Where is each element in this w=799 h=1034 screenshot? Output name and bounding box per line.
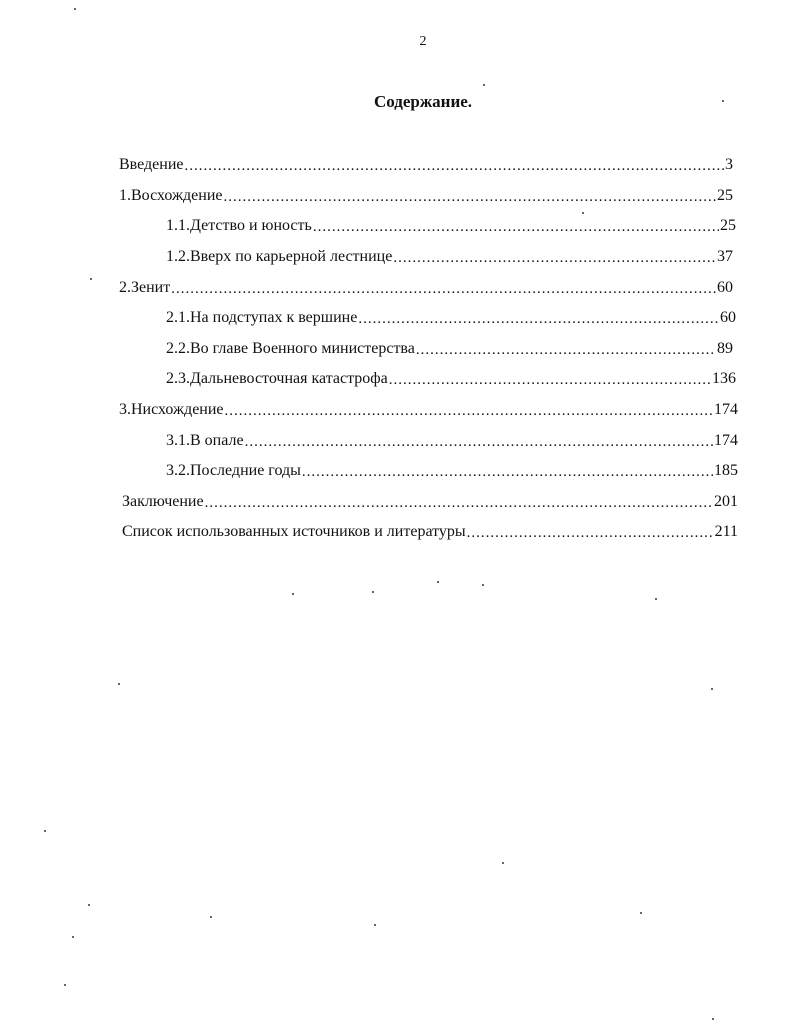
toc-leader-dots: [302, 459, 713, 485]
toc-entry-page: 25: [720, 217, 736, 234]
toc-leader-dots: [225, 398, 713, 424]
toc-entry-label: 2.Зенит: [119, 279, 171, 296]
scan-speck: [88, 904, 90, 906]
toc-entry-chapter-2: [119, 275, 733, 301]
scan-speck: [711, 688, 713, 690]
scan-speck: [74, 8, 76, 10]
scan-speck: [292, 593, 294, 595]
page-title: Содержание.: [373, 92, 473, 111]
toc-entry-chapter-3: [119, 397, 738, 423]
toc-entry-page: 60: [717, 279, 733, 296]
toc-entry-introduction: [119, 152, 733, 178]
toc-entry-section-2-2: [166, 336, 733, 362]
toc-entry-bibliography: [122, 519, 738, 545]
toc-entry-page: 185: [714, 462, 738, 479]
toc-entry-conclusion: [122, 489, 738, 515]
toc-entry-page: 136: [712, 370, 736, 387]
toc-entry-label: Заключение: [122, 493, 204, 510]
toc-entry-label: 2.1.На подступах к вершине: [166, 309, 358, 326]
toc-entry-label: 3.Нисхождение: [119, 401, 224, 418]
toc-leader-dots: [416, 337, 716, 363]
scan-speck: [118, 683, 120, 685]
scan-speck: [437, 581, 439, 583]
scan-speck: [64, 984, 66, 986]
toc-entry-page: 60: [720, 309, 736, 326]
scan-speck: [372, 591, 374, 593]
scan-speck: [90, 278, 92, 280]
toc-entry-label: 3.2.Последние годы: [166, 462, 301, 479]
toc-entry-section-2-1: [166, 305, 736, 331]
scan-speck: [44, 830, 46, 832]
toc-entry-section-2-3: [166, 366, 736, 392]
scan-speck: [374, 924, 376, 926]
toc-entry-page: 89: [717, 340, 733, 357]
toc-leader-dots: [467, 520, 714, 546]
toc-leader-dots: [389, 367, 711, 393]
scan-speck: [712, 1018, 714, 1020]
toc-entry-section-1-1: [166, 213, 736, 239]
toc-leader-dots: [245, 429, 713, 455]
toc-leader-dots: [313, 214, 719, 240]
toc-entry-label: Список использованных источников и литературы: [122, 523, 466, 540]
toc-entry-chapter-1: [119, 183, 733, 209]
toc-entry-label: 1.Восхождение: [119, 187, 223, 204]
scan-speck: [483, 84, 485, 86]
toc-leader-dots: [185, 153, 725, 179]
scan-speck: [502, 862, 504, 864]
toc-entry-label: 3.1.В опале: [166, 432, 244, 449]
toc-entry-label: 1.1.Детство и юность: [166, 217, 312, 234]
toc-entry-label: 2.2.Во главе Военного министерства: [166, 340, 415, 357]
toc-entry-label: 1.2.Вверх по карьерной лестнице: [166, 248, 393, 265]
scan-speck: [482, 584, 484, 586]
toc-entry-section-3-2: [166, 458, 738, 484]
toc-leader-dots: [171, 276, 716, 302]
toc-entry-page: 25: [717, 187, 733, 204]
scan-speck: [72, 936, 74, 938]
toc-entry-page: 37: [717, 248, 733, 265]
toc-entry-page: 211: [714, 523, 738, 540]
scan-speck: [582, 212, 584, 214]
toc-entry-page: 174: [714, 401, 738, 418]
scan-speck: [722, 100, 724, 102]
toc-leader-dots: [223, 184, 716, 210]
scan-speck: [640, 912, 642, 914]
toc-leader-dots: [393, 245, 716, 271]
scan-speck: [655, 598, 657, 600]
page-number: 2: [419, 34, 427, 49]
toc-entry-section-3-1: [166, 428, 738, 454]
toc-entry-section-1-2: [166, 244, 733, 270]
toc-entry-label: 2.3.Дальневосточная катастрофа: [166, 370, 388, 387]
scan-speck: [210, 916, 212, 918]
toc-entry-page: 3: [725, 156, 733, 173]
toc-leader-dots: [205, 490, 713, 516]
toc-entry-page: 174: [714, 432, 738, 449]
toc-entry-label: Введение: [119, 156, 184, 173]
toc-leader-dots: [358, 306, 719, 332]
toc-entry-page: 201: [714, 493, 738, 510]
